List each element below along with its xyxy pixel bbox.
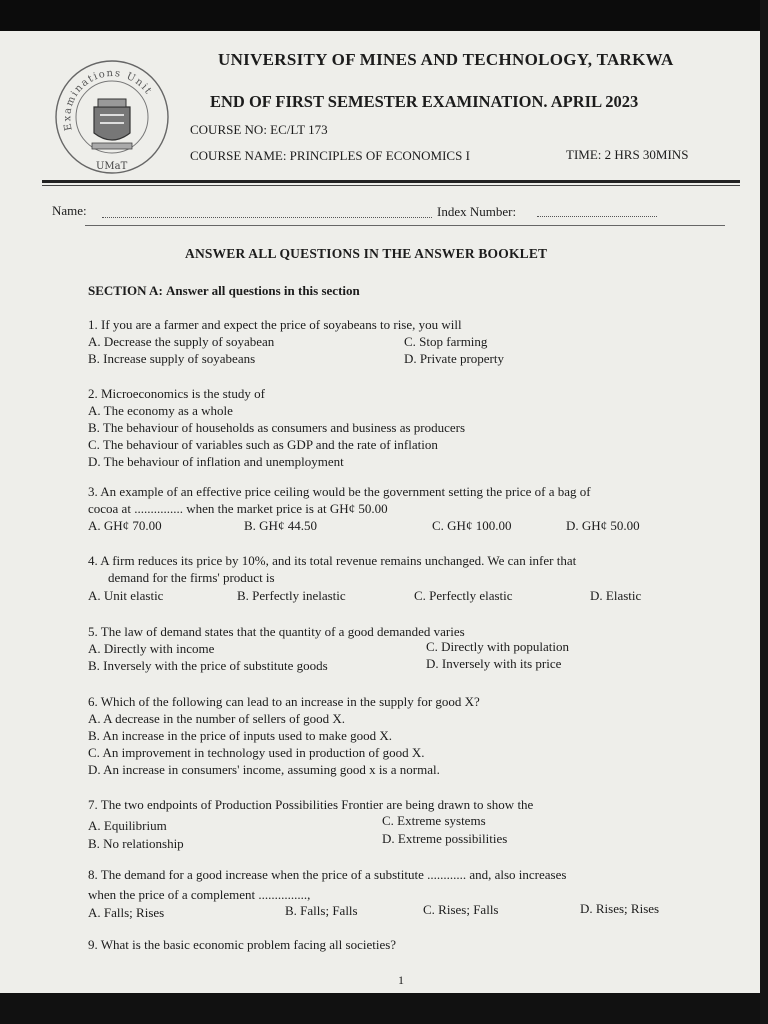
umat-seal [50,55,175,180]
q6-option-a: A. A decrease in the number of sellers of good X. [88,711,346,726]
q5-option-d: D. Inversely with its price [426,656,562,671]
q5-option-c: C. Directly with population [426,639,569,654]
scan-border-bottom [0,993,768,1024]
question-5: 5. The law of demand states that the quantity of a good demanded varies [88,624,465,639]
header-rule-thick [42,180,740,183]
q8-option-a: A. Falls; Rises [88,905,165,920]
q7-option-c: C. Extreme systems [382,813,486,828]
seal-bottom-text: UMaT [96,161,128,172]
q1-option-a: A. Decrease the supply of soyabean [88,334,275,349]
question-7: 7. The two endpoints of Production Possibilities Frontier are being drawn to show the [88,797,534,812]
q1-option-c: C. Stop farming [404,334,488,349]
course-name: COURSE NAME: PRINCIPLES OF ECONOMICS I [190,148,470,163]
question-4-line-2: demand for the firms' product is [108,570,275,585]
section-heading [88,283,360,299]
q1-option-b: B. Increase supply of soyabeans [88,351,256,366]
question-8-line-2: when the price of a complement ..............., [88,887,311,902]
q2-option-d: D. The behaviour of inflation and unemployment [88,454,344,469]
q6-option-b: B. An increase in the price of inputs used to make good X. [88,728,392,743]
question-3: 3. An example of an effective price ceiling would be the government setting the price of a bag of [88,484,591,499]
exam-time: TIME: 2 HRS 30MINS [566,147,689,162]
q6-option-c: C. An improvement in technology used in production of good X. [88,745,425,760]
question-8: 8. The demand for a good increase when the price of a substitute ............ and, also increases [88,867,567,882]
q8-option-c: C. Rises; Falls [423,902,499,917]
seal-icon [50,55,175,180]
instruction: ANSWER ALL QUESTIONS IN THE ANSWER BOOKLET [185,246,548,261]
index-number-label: Index Number: [437,204,517,219]
q2-option-a: A. The economy as a whole [88,403,233,418]
scan-border-right [760,0,768,1024]
question-2: 2. Microeconomics is the study of [88,386,265,401]
scan-border-top [0,0,768,31]
q7-option-d: D. Extreme possibilities [382,831,508,846]
q3-option-c: C. GH¢ 100.00 [432,518,512,533]
q5-option-a: A. Directly with income [88,641,215,656]
question-3-line-2: cocoa at ............... when the market price is at GH¢ 50.00 [88,501,388,516]
q4-option-d: D. Elastic [590,588,642,603]
q4-option-b: B. Perfectly inelastic [237,588,346,603]
seal-arc-text: Examinations Unit [62,68,155,132]
q8-option-d: D. Rises; Rises [580,901,660,916]
q6-option-d: D. An increase in consumers' income, assuming good x is a normal. [88,762,440,777]
q3-option-a: A. GH¢ 70.00 [88,518,162,533]
question-6: 6. Which of the following can lead to an increase in the supply for good X? [88,694,480,709]
q3-option-d: D. GH¢ 50.00 [566,518,640,533]
q8-option-b: B. Falls; Falls [285,903,358,918]
form-rule [85,225,725,226]
index-number-field[interactable] [537,216,657,217]
question-1: 1. If you are a farmer and expect the price of soyabeans to rise, you will [88,317,462,332]
question-4: 4. A firm reduces its price by 10%, and its total revenue remains unchanged. We can infer that [88,553,577,568]
university-name: UNIVERSITY OF MINES AND TECHNOLOGY, TARKWA [218,50,674,69]
q4-option-a: A. Unit elastic [88,588,164,603]
question-9: 9. What is the basic economic problem facing all societies? [88,937,397,952]
q1-option-d: D. Private property [404,351,505,366]
q2-option-b: B. The behaviour of households as consumers and business as producers [88,420,466,435]
section-label: SECTION A: [88,283,163,298]
q7-option-a: A. Equilibrium [88,818,167,833]
exam-paper [0,31,760,993]
q2-option-c: C. The behaviour of variables such as GDP and the rate of inflation [88,437,438,452]
q4-option-c: C. Perfectly elastic [414,588,513,603]
course-number: COURSE NO: EC/LT 173 [190,122,328,137]
page-number: 1 [398,973,404,987]
exam-title: END OF FIRST SEMESTER EXAMINATION. APRIL 2023 [210,92,639,111]
q3-option-b: B. GH¢ 44.50 [244,518,317,533]
name-field[interactable] [102,217,432,218]
header-rule-thin [42,185,740,186]
q7-option-b: B. No relationship [88,836,184,851]
section-text: Answer all questions in this section [166,283,360,298]
name-label: Name: [52,203,87,218]
q5-option-b: B. Inversely with the price of substitute goods [88,658,328,673]
